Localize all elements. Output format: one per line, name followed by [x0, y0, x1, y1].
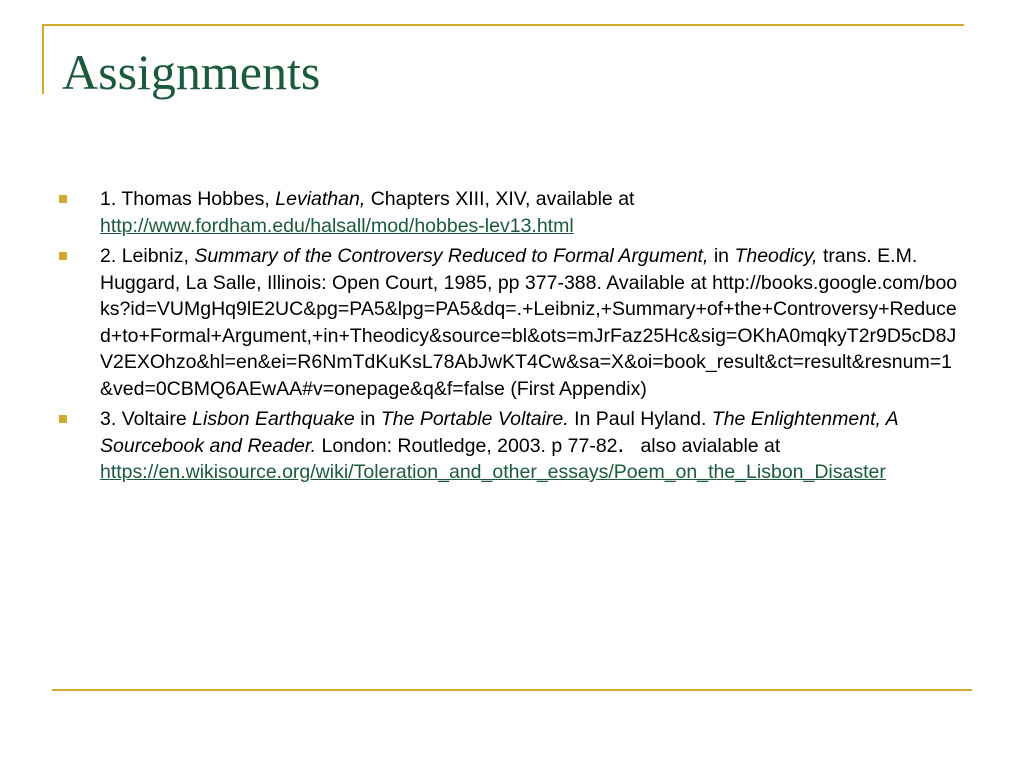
item-2-work: Summary of the Controversy Reduced to Formal Argument,	[194, 245, 709, 267]
item-1-author: Thomas Hobbes,	[121, 188, 270, 210]
leibniz-url-text: http://books.google.com/books?id=VUMgHq9lE2UC&pg=PA5&lpg=PA5&dq=.+Leibniz,+Summary+of+the+Controversy+Reduced+to+Formal+Argument,+in+Theodicy&source=bl&ots=mJrFaz25Hc&sig=OKhA0mqkyT2r9D5cD8JV2EXOhzo&hl=en&ei=R6NmTdKuKsL78AbJwKT4Cw&sa=X&oi=book_result&ct=result&resnum=1&ved=0CBMQ6AEwAA#v=onepage&q&f=false	[100, 271, 958, 400]
top-rule	[44, 24, 964, 26]
item-3-publisher: London: Routledge, 2003. p 77-82	[321, 434, 618, 457]
item-3-editor: In Paul Hyland.	[574, 408, 707, 430]
hobbes-link[interactable]: http://www.fordham.edu/halsall/mod/hobbes-lev13.html	[100, 214, 574, 237]
item-2-connector: in	[713, 245, 730, 267]
item-2-collection: Theodicy,	[734, 245, 818, 267]
slide-title: Assignments	[62, 44, 321, 100]
assignment-item-1	[100, 186, 960, 239]
item-3-author: Voltaire	[121, 408, 187, 430]
item-1-number: 1.	[100, 188, 117, 210]
bottom-rule	[52, 689, 972, 691]
item-3-also: also avialable at	[640, 434, 781, 457]
assignment-list	[100, 186, 960, 490]
item-3-connector: in	[360, 408, 376, 430]
item-1-details: Chapters XIII, XIV, available at	[370, 188, 635, 210]
item-3-number: 3.	[100, 408, 117, 430]
left-rule	[42, 24, 44, 94]
item-3-work: Lisbon Earthquake	[192, 408, 355, 430]
item-2-author: Leibniz,	[121, 245, 189, 267]
item-3-book: The Enlightenment, A Sourcebook and Reader.	[100, 408, 898, 457]
assignment-item-3	[100, 406, 960, 486]
square-bullet-icon	[59, 195, 67, 203]
item-2-number: 2.	[100, 245, 117, 267]
voltaire-link[interactable]: https://en.wikisource.org/wiki/Toleration_and_other_essays/Poem_on_the_Lisbon_Disaster	[100, 461, 886, 483]
item-2-details: trans. E.M. Huggard, La Salle, Illinois: Open Court, 1985, pp 377-388. Available at	[100, 245, 918, 294]
item-3-end-mark: .	[617, 430, 625, 458]
square-bullet-icon	[59, 252, 67, 260]
item-1-text	[100, 188, 634, 210]
item-2-note: (First Appendix)	[510, 377, 647, 400]
assignment-item-2	[100, 243, 960, 402]
item-3-text	[100, 408, 898, 457]
item-1-work: Leviathan,	[275, 188, 366, 210]
item-3-collection: The Portable Voltaire.	[380, 408, 569, 430]
square-bullet-icon	[59, 415, 67, 423]
